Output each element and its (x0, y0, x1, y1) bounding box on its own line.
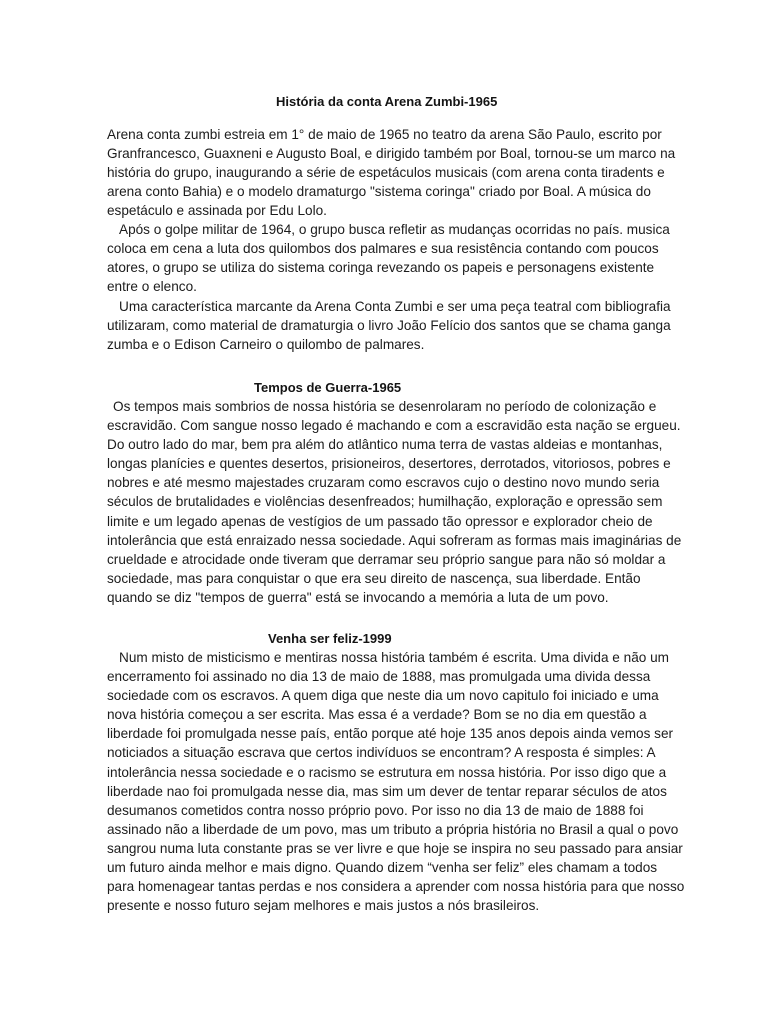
text-line: encerramento foi assinado no dia 13 de maio de 1888, mas promulgada uma divida dessa (107, 669, 651, 685)
paragraph-tempos-de-guerra (107, 397, 682, 607)
text-line: arena conto Bahia) e o modelo dramaturgo "sistema coringa" criado por Boal. A música do (107, 184, 651, 200)
text-line: desumanos cometidos contra nosso próprio povo. Por isso no dia 13 de maio de 1888 foi (107, 802, 644, 818)
text-line: nobres e até mesmo majestades cruzaram como escravos cujo o destino novo mundo seria (107, 475, 660, 491)
text-line: nova história começou a ser escrita. Mas essa é a verdade? Bom se no dia em questão a (107, 707, 647, 723)
text-line: limite e um legado apenas de vestígios de um passado tão opressor e explorador cheio de (107, 513, 653, 529)
text-line: liberdade foi promulgada nesse país, então porque até hoje 135 anos depois ainda vemos ser (107, 726, 674, 742)
text-line: liberdade nao foi promulgada nesse dia, mas sim um dever de tentar reparar séculos de atos (107, 783, 667, 799)
text-line: zumba e o Edison Carneiro o quilombo de palmares. (107, 337, 425, 353)
text-line: entre o elenco. (107, 279, 197, 295)
text-line: sociedade, mas para conquistar o que era seu direito de nascença, sua liberdade. Então (107, 570, 641, 586)
text-line: noticiados a situação escrava que certos indivíduos se encontram? A resposta é simples: A (107, 745, 656, 761)
text-line: Granfrancesco, Guaxneni e Augusto Boal, e dirigido também por Boal, tornou-se um marco na (107, 146, 676, 162)
section-title-arena-zumbi: História da conta Arena Zumbi-1965 (276, 94, 498, 109)
text-line: atores, o grupo se utiliza do sistema coringa revezando os papeis e personagens existente (107, 260, 655, 276)
text-line: Os tempos mais sombrios de nossa história se desenrolaram no período de colonização e (113, 399, 657, 414)
text-line: séculos de brutalidades e violências desenfreados; humilhação, exploração e opressão sem (107, 494, 663, 510)
text-line: assinado não a liberdade de um povo, mas um tributo a própria história no Brasil a qual o povo (107, 821, 679, 837)
text-line: presente e nosso futuro sejam melhores e mais justos a nós brasileiros. (107, 898, 540, 914)
section-title-tempos-de-guerra: Tempos de Guerra-1965 (254, 380, 402, 395)
text-line: crueldade e atrocidade onde tiveram que derramar seu próprio sangue para não só moldar a (107, 551, 666, 567)
text-line: quando se diz "tempos de guerra" está se invocando a memória a luta de um povo. (107, 589, 609, 605)
text-line: para homenagear tantas perdas e nos considera a aprender com nossa história para que nosso (107, 879, 685, 895)
paragraph-caracteristica (107, 297, 671, 354)
text-line: um futuro ainda melhor e mais digno. Quando dizem “venha ser feliz” eles chamam a todos (107, 860, 658, 876)
text-line: Num misto de misticismo e mentiras nossa história também é escrita. Uma divida e não um (119, 650, 669, 665)
text-line: Do outro lado do mar, bem pra além do atlântico numa terra de vastas aldeias e montanhas, (107, 437, 663, 453)
text-line: sangrou numa luta constante pras se ver livre e que hoje se inspira no seu passado para ansiar (107, 840, 683, 856)
text-line: intolerância nessa sociedade e o racismo se estrutura em nossa história. Por isso digo que a (107, 764, 667, 780)
text-line: longas planícies e quentes desertos, prisioneiros, desertores, derrotados, vitoriosos, pobres e (107, 456, 671, 472)
text-line: sociedade com os escravos. A quem diga que neste dia um novo capitulo foi iniciado e uma (107, 688, 659, 704)
text-line: escravidão. Com sangue nosso legado é machando e com a escravidão esta nação se ergueu. (107, 418, 681, 434)
text-line: história do grupo, inaugurando a série de espetáculos musicais (com arena conta tiradents e (107, 165, 665, 181)
text-line: coloca em cena a luta dos quilombos dos palmares e sua resistência contando com poucos (107, 241, 659, 257)
text-line: espetáculo e assinada por Edu Lolo. (107, 203, 327, 219)
paragraph-golpe-militar (107, 220, 670, 296)
text-line: Arena conta zumbi estreia em 1° de maio de 1965 no teatro da arena São Paulo, escrito por (107, 127, 662, 142)
section-title-venha-ser-feliz: Venha ser feliz-1999 (268, 631, 392, 646)
text-line: Após o golpe militar de 1964, o grupo busca refletir as mudanças ocorridas no país. musica (119, 222, 670, 237)
paragraph-arena-intro (107, 125, 676, 220)
text-line: utilizaram, como material de dramaturgia o livro João Felício dos santos que se chama ganga (107, 318, 671, 334)
text-line: intolerância que está enraizado nessa sociedade. Aqui sofreram as formas mais imaginárias de (107, 532, 682, 548)
paragraph-venha-ser-feliz (107, 648, 685, 915)
text-line: Uma característica marcante da Arena Conta Zumbi e ser uma peça teatral com bibliografia (119, 299, 671, 314)
